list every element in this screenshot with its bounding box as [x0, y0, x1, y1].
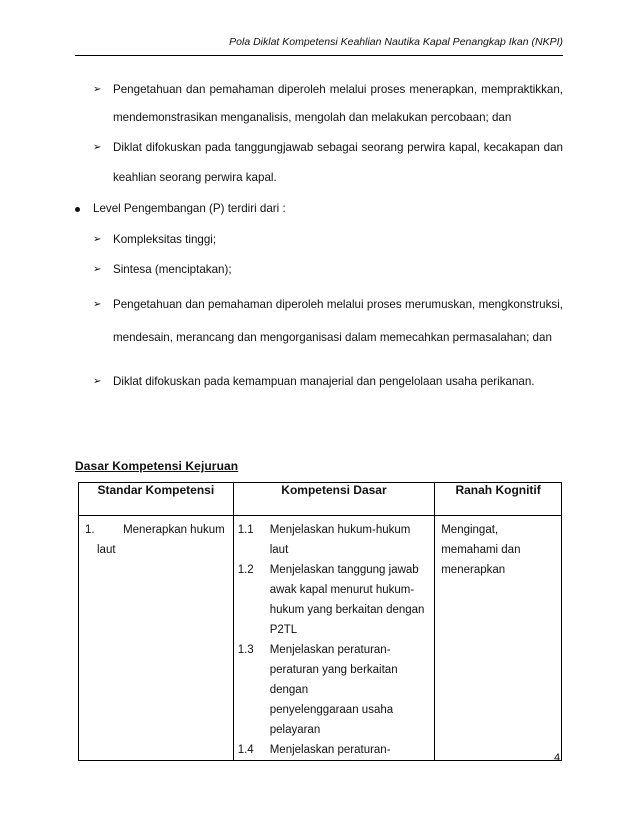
running-header: Pola Diklat Kompetensi Keahlian Nautika Kapal Penangkap Ikan (NKPI): [229, 36, 563, 48]
kd-text: hukum yang berkaitan dengan: [269, 604, 425, 616]
kd-text: Menjelaskan peraturan-: [269, 744, 391, 756]
page-number: 4: [554, 752, 561, 764]
arrow-bullet-icon: ➢: [93, 84, 102, 95]
kd-text: laut: [269, 544, 289, 556]
standar-number: 1.: [85, 524, 95, 536]
ranah-text: memahami dan: [441, 544, 521, 556]
column-header-ranah: Ranah Kognitif: [435, 483, 562, 516]
bullet-dot-icon: [75, 207, 80, 212]
level-item-line: Kompleksitas tinggi;: [113, 233, 217, 246]
arrow-bullet-icon: ➢: [93, 376, 102, 387]
kd-text: pelayaran: [269, 724, 321, 736]
standar-text-cont: laut: [97, 544, 116, 556]
kd-number: 1.2: [237, 564, 254, 576]
standar-text: Menerapkan hukum: [123, 524, 225, 536]
level-item-line: Diklat difokuskan pada kemampuan manajerial dan pengelolaan usaha perikanan.: [113, 375, 535, 388]
kd-text: P2TL: [269, 624, 298, 636]
list-item-line: Diklat difokuskan pada tanggungjawab sebagai seorang perwira kapal, kecakapan dan: [113, 141, 563, 154]
competency-table: [78, 482, 562, 761]
kd-text: penyelenggaraan usaha: [269, 704, 394, 716]
header-rule: [75, 55, 563, 56]
level-item-line: mendesain, merancang dan mengorganisasi dalam memecahkan permasalahan; dan: [113, 331, 552, 344]
ranah-text: Mengingat,: [441, 524, 499, 536]
kd-number: 1.1: [237, 524, 254, 536]
table-row: [79, 516, 562, 761]
kd-number: 1.3: [237, 644, 254, 656]
arrow-bullet-icon: ➢: [93, 264, 102, 275]
level-label: Level Pengembangan (P) terdiri dari :: [93, 202, 286, 215]
arrow-bullet-icon: ➢: [93, 142, 102, 153]
kd-number: 1.4: [237, 744, 254, 756]
kompetensi-cell: [233, 516, 435, 761]
kd-text: peraturan yang berkaitan dengan: [269, 664, 398, 696]
kd-text: awak kapal menurut hukum-: [269, 584, 415, 596]
list-item-line: keahlian seorang perwira kapal.: [113, 171, 277, 184]
list-item-line: mendemonstrasikan menganalisis, mengolah dan melakukan percobaan; dan: [113, 111, 512, 124]
ranah-text: menerapkan: [441, 564, 506, 576]
table-header-row: [79, 483, 562, 516]
arrow-bullet-icon: ➢: [93, 234, 102, 245]
kd-text: Menjelaskan peraturan-: [269, 644, 391, 656]
section-title: Dasar Kompetensi Kejuruan: [75, 459, 239, 473]
kd-text: Menjelaskan tanggung jawab: [269, 564, 419, 576]
list-item-line: Pengetahuan dan pemahaman diperoleh melalui proses menerapkan, mempraktikkan,: [113, 83, 563, 96]
ranah-cell: [435, 516, 562, 761]
column-header-kompetensi: Kompetensi Dasar: [233, 483, 435, 516]
kd-text: Menjelaskan hukum-hukum: [269, 524, 411, 536]
level-item-line: Sintesa (menciptakan);: [113, 263, 232, 276]
level-item-line: Pengetahuan dan pemahaman diperoleh melalui proses merumuskan, mengkonstruksi,: [113, 298, 563, 311]
standar-cell: [79, 516, 234, 761]
arrow-bullet-icon: ➢: [93, 299, 102, 310]
column-header-standar: Standar Kompetensi: [79, 483, 234, 516]
